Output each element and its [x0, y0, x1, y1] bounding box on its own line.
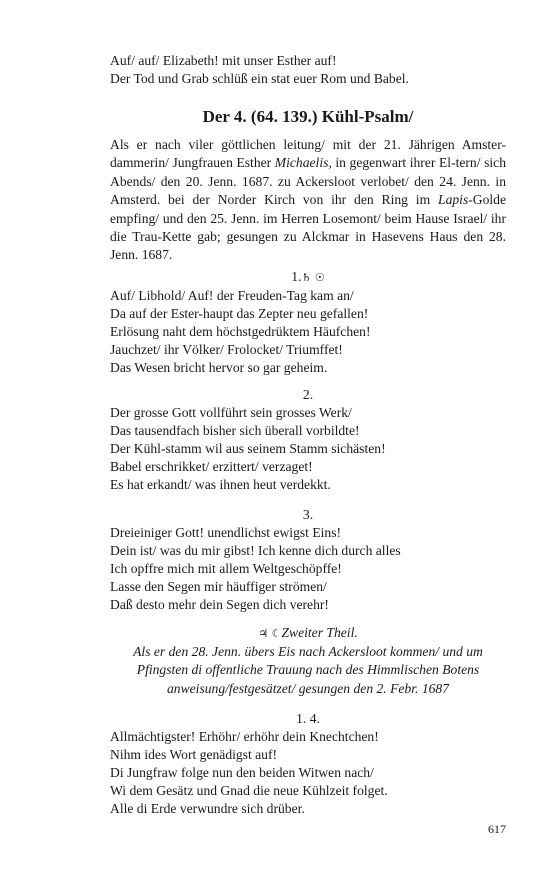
verse-line: Der grosse Gott vollführt sein grosses Werk/ — [110, 405, 352, 420]
verse-line: Di Jungfraw folge nun den beiden Witwen nach/ — [110, 765, 374, 780]
intro-line: Der Tod und Grab schlüß ein stat euer Rom und Babel. — [110, 71, 409, 86]
part-two-line: Pfingsten di offentliche Trauung nach des Himmlischen Botens — [136, 662, 480, 678]
verse-line: Ich opffre mich mit allem Weltgeschöpffe! — [110, 561, 342, 576]
verse-line: Das Wesen bricht hervor so gar geheim. — [110, 360, 328, 375]
page-number: 617 — [488, 822, 506, 836]
stanza-number: 1.♄ ☉ — [291, 269, 325, 284]
part-two-label: ♃ ☾Zweiter Theil. — [258, 625, 358, 640]
verse-line: Jauchzet/ ihr Völker/ Frolocket/ Triumffet! — [110, 342, 343, 357]
verse-line: Babel erschrikket/ erzittert/ verzaget! — [110, 459, 313, 474]
psalm-title: Der 4. (64. 139.) Kühl-Psalm/ — [202, 107, 414, 126]
dedication-paragraph — [110, 136, 506, 265]
verse-line: Das tausendfach bisher sich überall vorbildte! — [110, 423, 360, 438]
dedication-text: Als er nach viler göttlichen leitung/ mit der 21. Jährigen Amster-dammerin/ Jungfrauen Esther — [110, 137, 506, 171]
verse-line: Daß desto mehr dein Segen dich verehr! — [110, 597, 329, 612]
dedication-text: -Golde empfing/ und den 25. Jenn. im Herren Losemont/ beim Hause Israel/ ihr die Trau-Kette gab; gesungen zu Alckmar in Hasevens Haus den 28. Jenn. 1687. — [110, 192, 506, 263]
intro-line: Auf/ auf/ Elizabeth! mit unser Esther auf! — [110, 53, 337, 68]
part-two-line: anweisung/festgesätzet/ gesungen den 2. Febr. 1687 — [166, 680, 450, 696]
stanza-1 — [110, 268, 506, 377]
stanza-4 — [110, 710, 506, 818]
planet-symbols: ♄ ☉ — [301, 271, 325, 284]
intro-verse — [110, 52, 506, 88]
dedication-lapis: Lapis — [438, 192, 469, 208]
verse-line: Wi dem Gesätz und Gnad die neue Kühlzeit folget. — [110, 783, 388, 798]
verse-line: Alle di Erde verwundre sich drüber. — [110, 801, 305, 816]
part-two-heading — [110, 624, 506, 698]
stanza-number: 2. — [302, 387, 314, 402]
verse-line: Auf/ Libhold/ Auf! der Freuden-Tag kam an/ — [110, 288, 354, 303]
verse-line: Der Kühl-stamm wil aus seinem Stamm sichästen! — [110, 441, 386, 456]
dedication-name: Michaelis — [274, 155, 329, 171]
stanza-3 — [110, 506, 506, 614]
verse-line: Lasse den Segen mir häuffiger strömen/ — [110, 579, 327, 594]
verse-line: Dein ist/ was du mir gibst! Ich kenne dich durch alles — [110, 543, 401, 558]
stanza-number: 3. — [302, 507, 314, 522]
planet-symbols: ♃ ☾ — [258, 627, 282, 640]
verse-line: Dreieiniger Gott! unendlichst ewigst Eins! — [110, 525, 342, 540]
verse-line: Allmächtigster! Erhöhr/ erhöhr dein Knechtchen! — [110, 729, 379, 744]
verse-line: Erlösung naht dem höchstgedrüktem Häufchen! — [110, 324, 371, 339]
dedication-text: , in gegenwart ihrer El-tern/ sich Abends/ den 20. Jenn. 1687. zu Ackersloot verlobet/ den 24. Jenn. in Amsterd. bei der Norder Kirch von ihr den Ring im — [110, 155, 506, 208]
verse-line: Es hat erkandt/ was ihnen heut verdekkt. — [110, 477, 331, 492]
verse-line: Nihm ides Wort genädigst auf! — [110, 747, 278, 762]
verse-line: Da auf der Ester-haupt das Zepter neu gefallen! — [110, 306, 369, 321]
stanza-number: 1. 4. — [296, 711, 320, 726]
stanza-2 — [110, 386, 506, 494]
part-two-line: Als er den 28. Jenn. übers Eis nach Ackersloot kommen/ und um — [133, 644, 483, 659]
